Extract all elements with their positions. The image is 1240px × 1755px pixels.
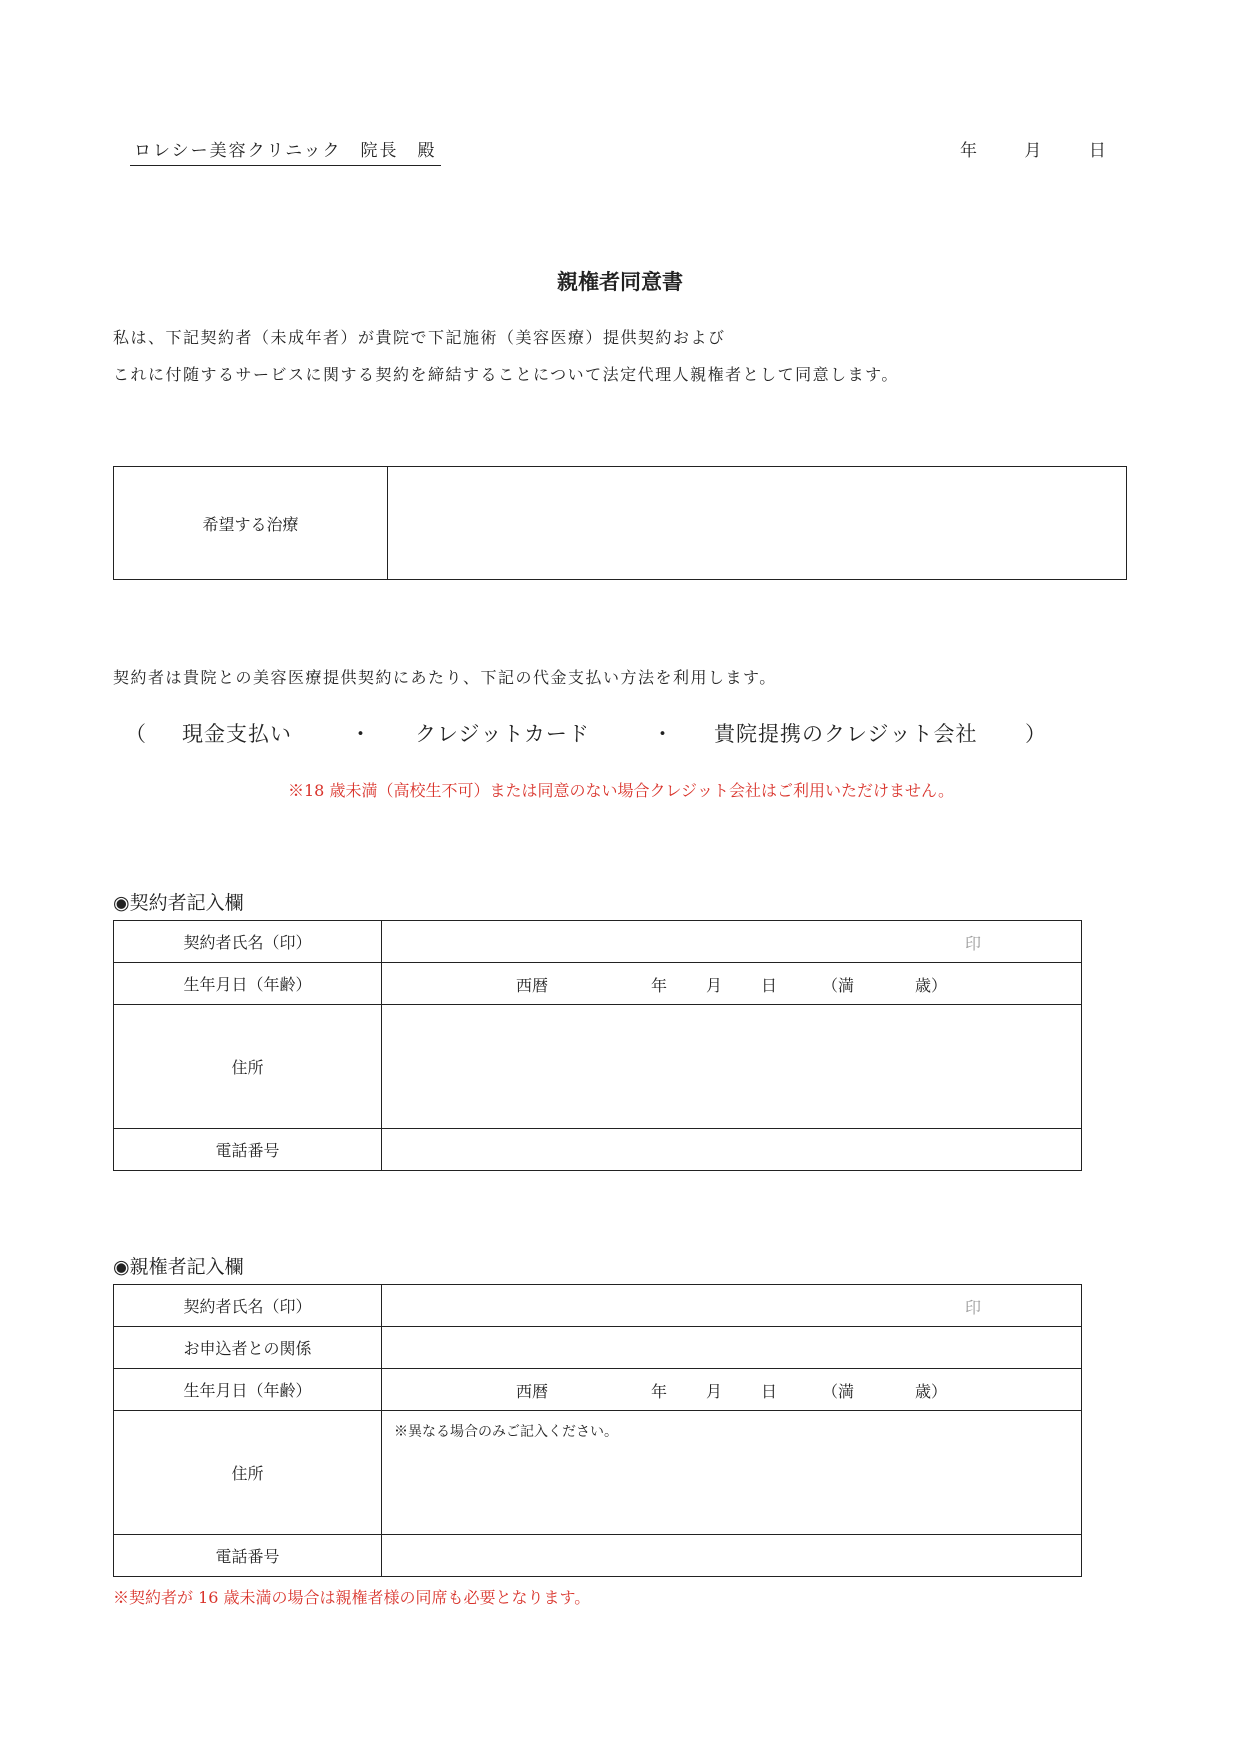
intro-line-2: これに付随するサービスに関する契約を締結することについて法定代理人親権者として同意します。 — [113, 365, 899, 384]
dob-year: 年 — [651, 1382, 668, 1401]
document-title: 親権者同意書 — [557, 270, 683, 294]
options-separator-2: ・ — [652, 722, 674, 746]
dob-era: 西暦 — [516, 1382, 549, 1401]
guardian-address-field[interactable] — [382, 1411, 1082, 1535]
credit-warning: ※18 歳未満（高校生不可）または同意のない場合クレジット会社はご利用いただけません。 — [288, 781, 955, 800]
address-note: ※異なる場合のみご記入ください。 — [394, 1424, 618, 1440]
payment-sentence: 契約者は貴院との美容医療提供契約にあたり、下記の代金支払い方法を利用します。 — [113, 668, 777, 687]
dob-month: 月 — [706, 976, 723, 995]
date-day-label: 日 — [1088, 141, 1106, 161]
payment-option-credit-card[interactable]: クレジットカード — [415, 722, 590, 746]
guardian-address-label: 住所 — [114, 1411, 382, 1535]
payment-option-cash[interactable]: 現金支払い — [182, 722, 292, 746]
contractor-phone-label: 電話番号 — [114, 1129, 382, 1171]
guardian-relation-label: お申込者との関係 — [114, 1327, 382, 1369]
contractor-table — [113, 920, 1082, 1171]
contractor-dob-label: 生年月日（年齢） — [114, 963, 382, 1005]
age-open: （満 — [822, 976, 855, 995]
date-year-label: 年 — [960, 141, 977, 161]
contractor-address-field[interactable] — [382, 1005, 1082, 1129]
guardian-table — [113, 1284, 1082, 1577]
age-close: 歳） — [915, 1382, 948, 1401]
contractor-section-title: ◉契約者記入欄 — [113, 892, 244, 914]
guardian-dob-label: 生年月日（年齢） — [114, 1369, 382, 1411]
options-separator-1: ・ — [350, 722, 372, 746]
contractor-phone-field[interactable] — [382, 1129, 1082, 1171]
dob-year: 年 — [651, 976, 668, 995]
attendance-warning: ※契約者が 16 歳未満の場合は親権者様の同席も必要となります。 — [113, 1588, 591, 1607]
contractor-address-label: 住所 — [114, 1005, 382, 1129]
date-month-label: 月 — [1024, 141, 1042, 161]
date-line — [960, 136, 1106, 161]
seal-mark: 印 — [964, 934, 981, 953]
dob-day: 日 — [761, 1382, 778, 1401]
contractor-name-field[interactable] — [382, 921, 1082, 963]
options-open-paren: （ — [125, 722, 147, 746]
guardian-name-field[interactable] — [382, 1285, 1082, 1327]
contractor-dob-field[interactable] — [382, 963, 1082, 1005]
age-close: 歳） — [915, 976, 948, 995]
addressee: ロレシー美容クリニック 院長 殿 — [130, 136, 441, 166]
guardian-name-label: 契約者氏名（印） — [114, 1285, 382, 1327]
treatment-table — [113, 466, 1127, 580]
treatment-field[interactable] — [388, 467, 1127, 580]
contractor-name-label: 契約者氏名（印） — [114, 921, 382, 963]
age-open: （満 — [822, 1382, 855, 1401]
dob-day: 日 — [761, 976, 778, 995]
dob-era: 西暦 — [516, 976, 549, 995]
guardian-phone-field[interactable] — [382, 1535, 1082, 1577]
guardian-section-title: ◉親権者記入欄 — [113, 1256, 244, 1278]
dob-month: 月 — [706, 1382, 723, 1401]
seal-mark: 印 — [964, 1298, 981, 1317]
guardian-phone-label: 電話番号 — [114, 1535, 382, 1577]
guardian-dob-field[interactable] — [382, 1369, 1082, 1411]
payment-option-partner-credit[interactable]: 貴院提携のクレジット会社 — [714, 722, 978, 746]
treatment-label: 希望する治療 — [114, 467, 388, 580]
guardian-relation-field[interactable] — [382, 1327, 1082, 1369]
intro-line-1: 私は、下記契約者（未成年者）が貴院で下記施術（美容医療）提供契約および — [113, 328, 726, 347]
options-close-paren: ） — [1025, 722, 1047, 746]
